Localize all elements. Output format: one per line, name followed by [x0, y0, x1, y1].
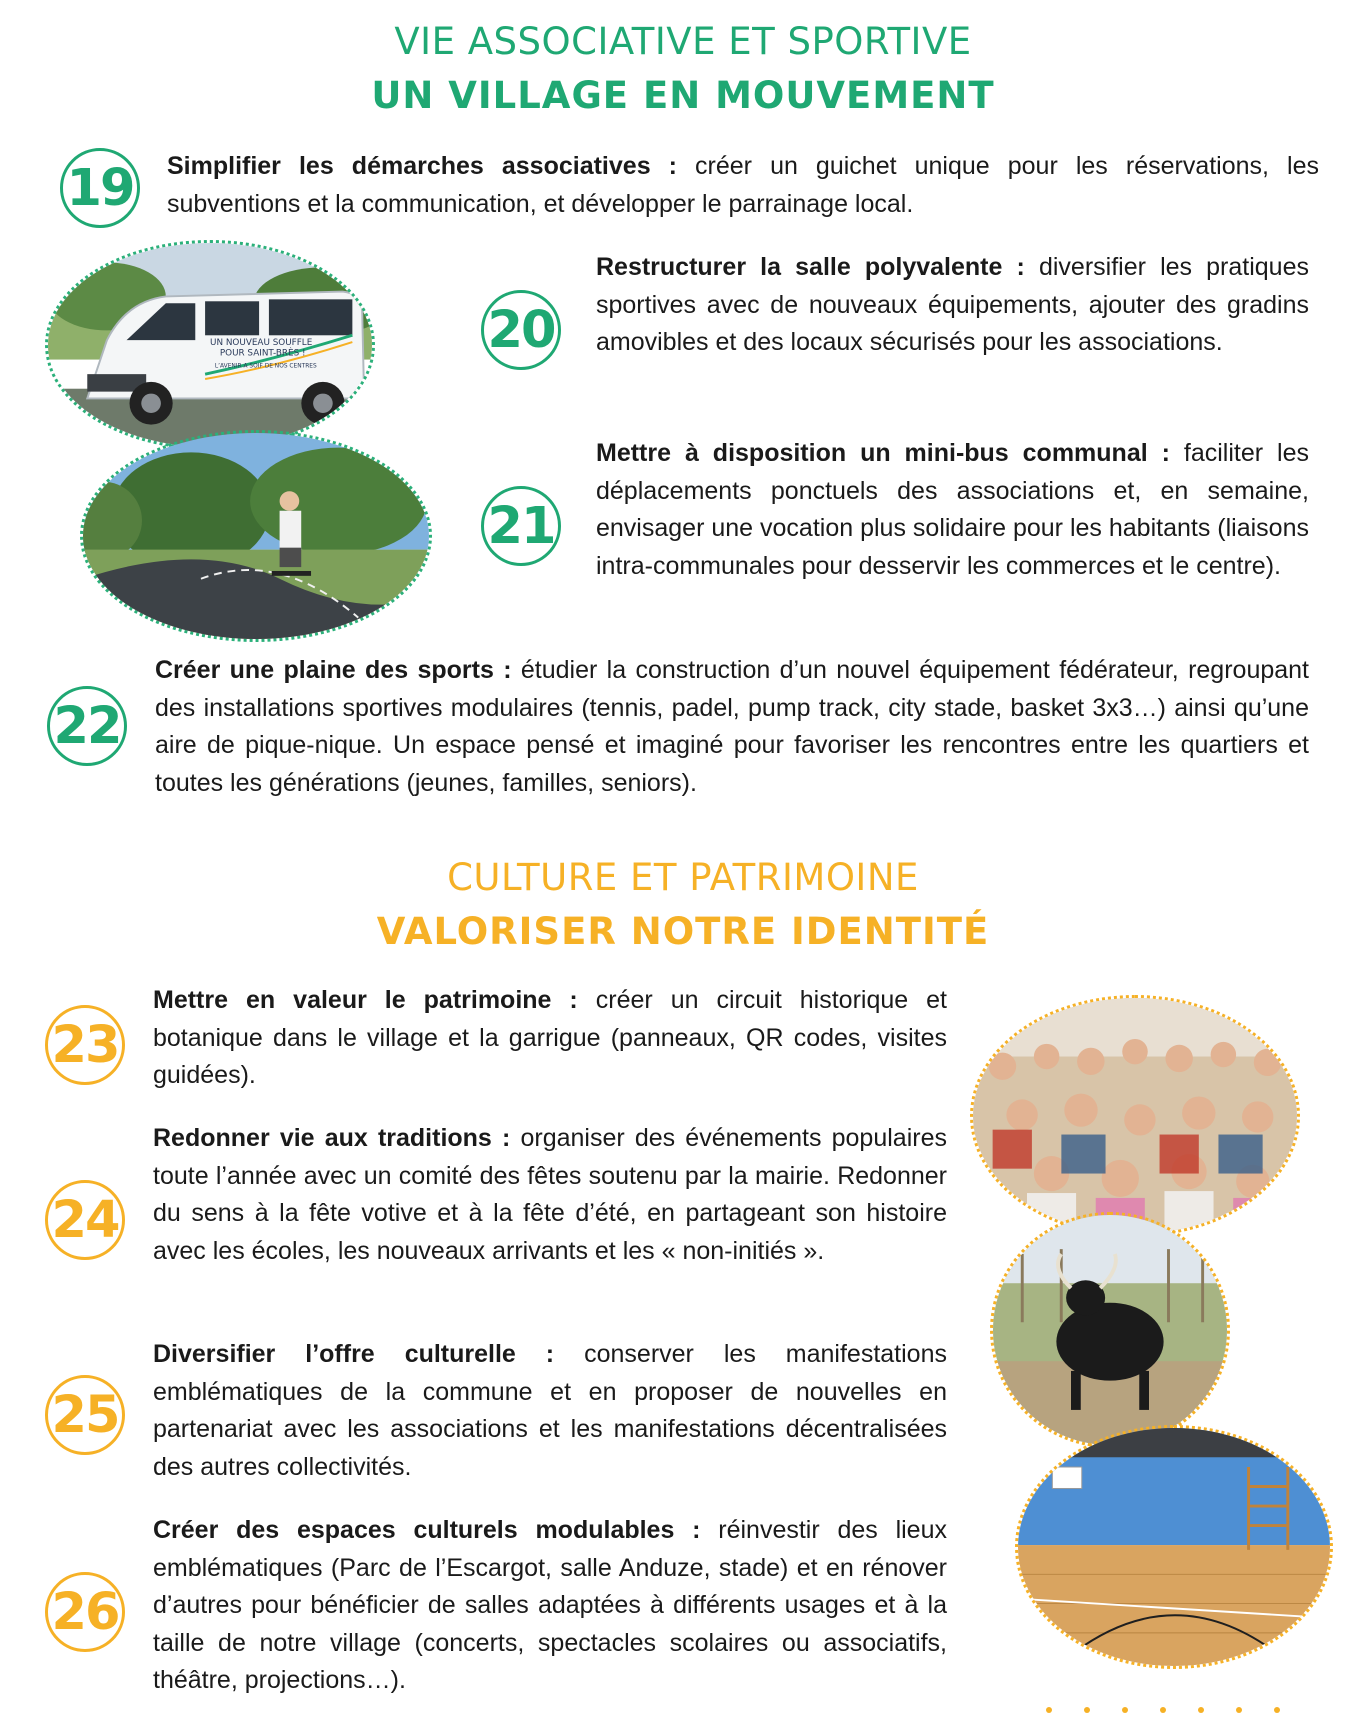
van-lettering-line2: POUR SAINT-BRÈS !	[219, 348, 306, 359]
item-25-text	[153, 1336, 947, 1486]
item-25-heading: Diversifier l’offre culturelle :	[153, 1340, 555, 1368]
item-number-21: 21	[481, 486, 561, 566]
item-number-19: 19	[60, 148, 140, 228]
item-22-body: étudier la construction d’un nouvel équipement fédérateur, regroupant des installations sportives modulaires (tennis, padel, pump track, city stade, basket 3x3…) ainsi qu’une aire de pique-nique. Un espace pensé et imaginé pour favoriser les rencontres entre les quartiers et toutes les générations (jeunes, familles, seniors).	[155, 656, 1310, 797]
item-21-text	[596, 435, 1309, 585]
item-20-heading: Restructurer la salle polyvalente :	[596, 253, 1025, 281]
item-26-heading: Créer des espaces culturels modulables :	[153, 1516, 701, 1544]
item-21-body: faciliter les déplacements ponctuels des associations et, en semaine, envisager une vocation plus solidaire pour les habitants (liaisons intra-communales pour desservir les commerces et le centre).	[596, 439, 1309, 580]
item-number-22: 22	[47, 686, 127, 766]
gymnasium-photo	[1015, 1425, 1333, 1669]
item-number-24: 24	[45, 1180, 125, 1260]
item-19-text	[167, 148, 1319, 223]
item-number-25: 25	[45, 1375, 125, 1455]
item-20-body: diversifier les pratiques sportives avec de nouveaux équipements, ajouter des gradins amovibles et des locaux sécurisés pour les associations.	[596, 253, 1309, 356]
item-number-20: 20	[481, 290, 561, 370]
item-24-body: organiser des événements populaires toute l’année avec un comité des fêtes soutenu par la mairie. Redonner du sens à la fête votive et à la fête d’été, en partageant son histoire avec les écoles, les nouveaux arrivants et les « non-initiés ».	[153, 1124, 947, 1265]
item-21-heading: Mettre à disposition un mini-bus communal :	[596, 439, 1170, 467]
item-26-body: réinvestir des lieux emblématiques (Parc de l’Escargot, salle Anduze, stade) et en rénover d’autres pour bénéficier de salles adaptées à différents usages et à la taille de notre village (concerts, spectacles scolaires ou associatifs, théâtre, projections…).	[153, 1516, 947, 1694]
item-26-text	[153, 1512, 947, 1700]
bull-photo	[990, 1212, 1230, 1448]
item-24-heading: Redonner vie aux traditions :	[153, 1124, 511, 1152]
pump-track-photo	[80, 430, 432, 642]
section1-title: VIE ASSOCIATIVE ET SPORTIVE	[394, 20, 972, 63]
item-22-text	[155, 652, 1309, 802]
item-24-text	[153, 1120, 947, 1270]
section1-subtitle: UN VILLAGE EN MOUVEMENT	[371, 74, 995, 117]
section2-title: CULTURE ET PATRIMOINE	[447, 856, 919, 899]
section2-subtitle: VALORISER NOTRE IDENTITÉ	[376, 910, 990, 953]
item-19-heading: Simplifier les démarches associatives :	[167, 152, 677, 180]
decorative-dots	[1046, 1700, 1346, 1710]
item-23-heading: Mettre en valeur le patrimoine :	[153, 986, 578, 1014]
minibus-photo	[45, 240, 375, 450]
item-number-26: 26	[45, 1572, 125, 1652]
van-lettering-line3: L’AVENIR A SOIF DE NOS CENTRES	[214, 363, 317, 370]
van-lettering-line1: UN NOUVEAU SOUFFLE	[210, 338, 313, 348]
item-20-text	[596, 249, 1309, 362]
item-23-body: créer un circuit historique et botanique dans le village et la garrigue (panneaux, QR codes, visites guidées).	[153, 986, 948, 1089]
festival-crowd-photo	[970, 995, 1300, 1237]
item-19-body: créer un guichet unique pour les réservations, les subventions et la communication, et développer le parrainage local.	[167, 152, 1319, 218]
item-23-text	[153, 982, 947, 1095]
item-22-heading: Créer une plaine des sports :	[155, 656, 512, 684]
item-25-body: conserver les manifestations emblématiques de la commune et en proposer de nouvelles en partenariat avec les associations et les manifestations décentralisées des autres collectivités.	[153, 1340, 947, 1481]
item-number-23: 23	[45, 1005, 125, 1085]
